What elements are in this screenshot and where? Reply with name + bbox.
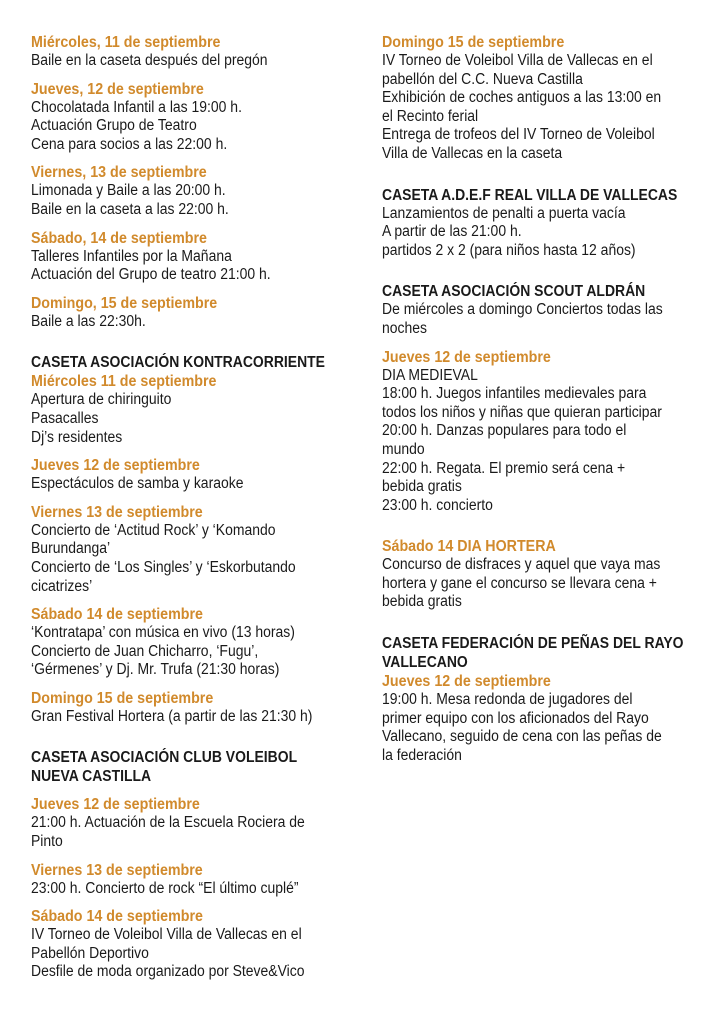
event-date: Domingo 15 de septiembre	[31, 689, 214, 707]
section-block	[31, 353, 351, 447]
event-line: todos los niños y niñas que quieran participar	[382, 403, 662, 421]
event-line: Gran Festival Hortera (a partir de las 21:30 h)	[31, 707, 313, 725]
event-line: Burundanga’	[31, 540, 111, 558]
event-date: Viernes 13 de septiembre	[31, 503, 203, 521]
section-heading: NUEVA CASTILLA	[31, 768, 152, 786]
event-line: 19:00 h. Mesa redonda de jugadores del	[382, 691, 633, 709]
event-block	[31, 33, 351, 71]
event-line: primer equipo con los aficionados del Rayo	[382, 709, 649, 727]
event-line: 23:00 h. Concierto de rock “El último cuplé”	[31, 879, 299, 897]
event-line: Dj’s residentes	[31, 428, 123, 446]
section-heading: CASETA FEDERACIÓN DE PEÑAS DEL RAYO	[382, 635, 684, 653]
event-block	[31, 456, 351, 494]
event-line: Villa de Vallecas en la caseta	[382, 144, 563, 162]
event-block	[382, 348, 702, 516]
event-line: Desfile de moda organizado por Steve&Vico	[31, 963, 305, 981]
event-line: ‘Kontratapa’ con música en vivo (13 horas)	[31, 624, 295, 642]
event-date: Sábado 14 DIA HORTERA	[382, 538, 556, 556]
event-line: Exhibición de coches antiguos a las 13:00 en	[382, 89, 662, 107]
spacer	[382, 339, 702, 348]
event-block	[31, 80, 351, 155]
event-line: la federación	[382, 746, 462, 764]
event-line: Concierto de ‘Actitud Rock’ y ‘Komando	[31, 521, 276, 539]
spacer	[31, 596, 351, 605]
event-date: Domingo 15 de septiembre	[382, 34, 565, 51]
spacer	[382, 515, 702, 537]
event-line: Baile a las 22:30h.	[31, 312, 146, 330]
section-block	[382, 634, 702, 765]
event-line: IV Torneo de Voleibol Villa de Vallecas en el	[382, 52, 653, 69]
event-line: el Recinto ferial	[382, 107, 479, 125]
event-line: Chocolatada Infantil a las 19:00 h.	[31, 98, 242, 116]
event-line: IV Torneo de Voleibol Villa de Vallecas en el	[31, 926, 302, 944]
spacer	[31, 220, 351, 229]
event-line: 20:00 h. Danzas populares para todo el	[382, 422, 627, 440]
event-line: Actuación Grupo de Teatro	[31, 117, 197, 135]
section-block	[382, 186, 702, 261]
event-line: Talleres Infantiles por la Mañana	[31, 247, 232, 265]
event-line: Limonada y Baile a las 20:00 h.	[31, 182, 226, 200]
event-date: Sábado 14 de septiembre	[31, 606, 203, 624]
section-heading: CASETA A.D.E.F REAL VILLA DE VALLECAS	[382, 186, 678, 204]
event-block	[31, 907, 351, 982]
event-line: Concierto de Juan Chicharro, ‘Fugu’,	[31, 642, 259, 660]
event-line: ‘Gérmenes’ y Dj. Mr. Trufa (21:30 horas)	[31, 661, 280, 679]
spacer	[31, 285, 351, 294]
event-date: Sábado, 14 de septiembre	[31, 229, 207, 247]
section-heading: CASETA ASOCIACIÓN CLUB VOLEIBOL	[31, 749, 298, 767]
spacer	[31, 494, 351, 503]
event-date: Viernes 13 de septiembre	[31, 861, 203, 879]
event-block	[31, 795, 351, 851]
event-date: Domingo, 15 de septiembre	[31, 294, 218, 312]
event-block	[382, 33, 702, 164]
spacer	[31, 680, 351, 689]
event-line: Cena para socios a las 22:00 h.	[31, 135, 228, 153]
spacer	[31, 898, 351, 907]
spacer	[31, 726, 351, 748]
event-date: Viernes, 13 de septiembre	[31, 164, 207, 182]
spacer	[382, 164, 702, 186]
event-line: bebida gratis	[382, 593, 462, 611]
event-line: 23:00 h. concierto	[382, 496, 493, 514]
section-heading: CASETA ASOCIACIÓN KONTRACORRIENTE	[31, 354, 325, 372]
event-line: Baile en la caseta a las 22:00 h.	[31, 200, 229, 218]
spacer	[31, 331, 351, 353]
event-line: 21:00 h. Actuación de la Escuela Rociera de	[31, 814, 305, 832]
event-line: noches	[382, 319, 427, 337]
event-line: Pasacalles	[31, 409, 99, 427]
event-line: A partir de las 21:00 h.	[382, 223, 522, 241]
event-block	[31, 163, 351, 219]
event-date: Sábado 14 de septiembre	[31, 908, 203, 926]
event-line: partidos 2 x 2 (para niños hasta 12 años)	[382, 241, 636, 259]
event-date: Jueves, 12 de septiembre	[31, 80, 204, 98]
section-heading: CASETA ASOCIACIÓN SCOUT ALDRÁN	[382, 283, 646, 301]
spacer	[382, 260, 702, 282]
event-line: Apertura de chiringuito	[31, 391, 172, 409]
event-line: Vallecano, seguido de cena con las peñas de	[382, 728, 662, 746]
event-line: Concierto de ‘Los Singles’ y ‘Eskorbutando	[31, 558, 296, 576]
event-line: De miércoles a domingo Conciertos todas las	[382, 301, 663, 319]
section-block	[382, 282, 702, 338]
event-date: Jueves 12 de septiembre	[382, 348, 551, 366]
spacer	[31, 71, 351, 80]
event-line: Concurso de disfraces y aquel que vaya mas	[382, 556, 661, 574]
event-block	[31, 605, 351, 680]
event-line: 22:00 h. Regata. El premio será cena +	[382, 459, 626, 477]
event-line: Actuación del Grupo de teatro 21:00 h.	[31, 266, 271, 284]
event-block	[31, 294, 351, 332]
event-block	[31, 861, 351, 899]
spacer	[31, 786, 351, 795]
event-date: Jueves 12 de septiembre	[31, 457, 200, 475]
event-line: bebida gratis	[382, 478, 462, 496]
section-block	[31, 748, 351, 786]
event-line: DIA MEDIEVAL	[382, 366, 478, 384]
event-date: Jueves 12 de septiembre	[31, 796, 200, 814]
event-block	[31, 689, 351, 727]
event-block	[31, 503, 351, 596]
event-block	[382, 537, 702, 612]
spacer	[31, 447, 351, 456]
event-date: Miércoles, 11 de septiembre	[31, 34, 221, 51]
event-line: Entrega de trofeos del IV Torneo de Voleibol	[382, 126, 655, 144]
event-line: Pabellón Deportivo	[31, 944, 149, 962]
event-line: Baile en la caseta después del pregón	[31, 52, 268, 69]
event-line: Espectáculos de samba y karaoke	[31, 475, 244, 493]
event-line: Pinto	[31, 833, 63, 851]
event-date: Jueves 12 de septiembre	[382, 673, 551, 691]
spacer	[31, 852, 351, 861]
event-line: 18:00 h. Juegos infantiles medievales para	[382, 385, 647, 403]
event-date: Miércoles 11 de septiembre	[31, 373, 217, 391]
section-heading: VALLECANO	[382, 654, 468, 672]
event-line: Lanzamientos de penalti a puerta vacía	[382, 204, 626, 222]
event-line: cicatrizes’	[31, 577, 93, 595]
spacer	[382, 612, 702, 634]
left-column	[31, 33, 351, 982]
spacer	[31, 154, 351, 163]
event-line: pabellón del C.C. Nueva Castilla	[382, 70, 583, 88]
event-line: mundo	[382, 440, 425, 458]
event-block	[31, 229, 351, 285]
right-column	[382, 33, 702, 765]
event-line: hortera y gane el concurso se llevara cena +	[382, 574, 657, 592]
